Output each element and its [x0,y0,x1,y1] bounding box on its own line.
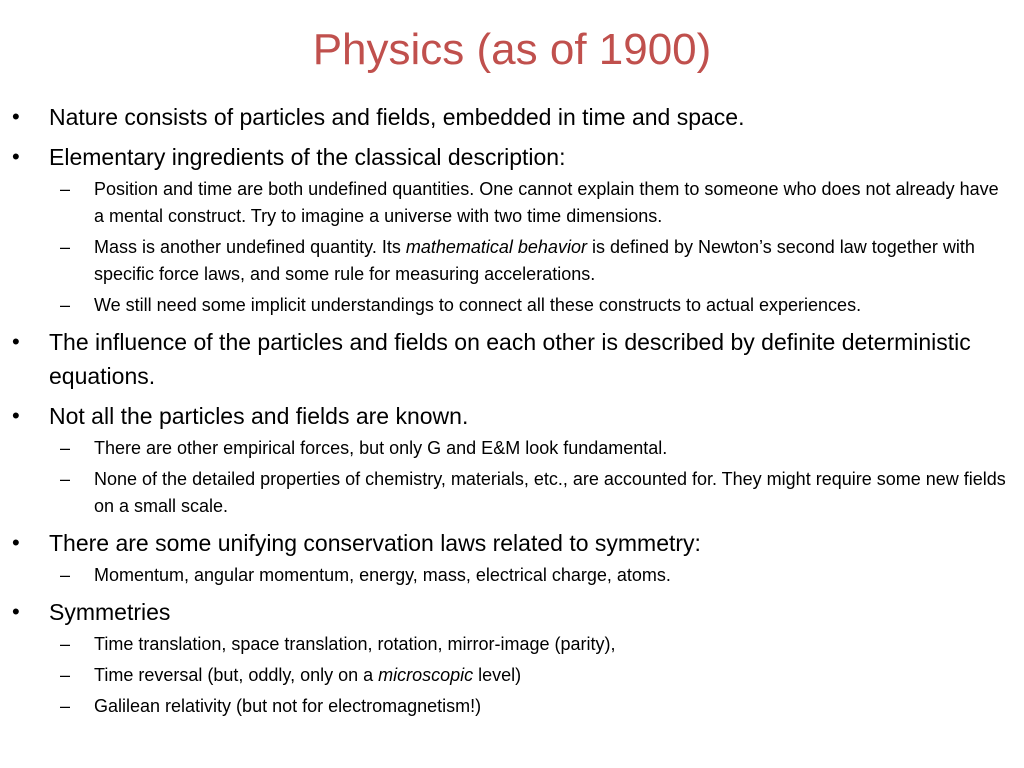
bullet-marker: • [12,599,20,624]
sub-bullet-text: Galilean relativity (but not for electromagnetism!) [94,696,482,716]
sub-bullet-item [10,562,1010,589]
bullet-item [10,526,1010,560]
bullet-item [10,399,1010,433]
bullet-text: Symmetries [49,599,171,625]
dash-marker: – [60,295,71,315]
bullet-marker: • [12,104,20,129]
bullet-item [10,140,1010,174]
slide-body [10,100,1010,720]
bullet-marker: • [12,329,20,354]
sub-bullet-item [10,662,1010,689]
dash-marker: – [60,565,71,585]
dash-marker: – [60,237,71,257]
dash-marker: – [60,469,71,489]
dash-marker: – [60,665,71,685]
bullet-text: Elementary ingredients of the classical description: [49,144,566,170]
sub-bullet-text-pre: Mass is another undefined quantity. Its [94,237,406,257]
sub-bullet-item [10,292,1010,319]
slide-title: Physics (as of 1900) [312,25,712,74]
sub-bullet-text-pre: Time reversal (but, oddly, only on a [94,665,379,685]
sub-bullet-text: None of the detailed properties of chemistry, materials, etc., are accounted for. They might require some new fields on a small scale. [94,469,1006,516]
bullet-marker: • [12,530,20,555]
bullet-text: Not all the particles and fields are known. [49,403,469,429]
sub-bullet-item [10,631,1010,658]
sub-bullet-text: Momentum, angular momentum, energy, mass, electrical charge, atoms. [94,565,671,585]
sub-bullet-item [10,176,1010,230]
sub-bullet-text: There are other empirical forces, but only G and E&M look fundamental. [94,438,668,458]
sub-bullet-text-post: is defined by Newton’s second law together with specific force laws, and some rule for measuring accelerations. [94,237,975,284]
sub-bullet-text-emphasis: mathematical behavior [405,237,587,257]
sub-bullet-text: Position and time are both undefined quantities. One cannot explain them to someone who does not already have a mental construct. Try to imagine a universe with two time dimensions. [94,179,999,226]
bullet-text: The influence of the particles and fields on each other is described by definite deterministic equations. [49,329,971,389]
bullet-item [10,100,1010,134]
bullet-marker: • [12,403,20,428]
dash-marker: – [60,438,71,458]
sub-bullet-item [10,435,1010,462]
sub-bullet-text-emphasis: microscopic [378,665,474,685]
sub-bullet-item [10,693,1010,720]
sub-bullet-text: We still need some implicit understandings to connect all these constructs to actual experiences. [94,295,862,315]
bullet-text: Nature consists of particles and fields, embedded in time and space. [49,104,745,130]
sub-bullet-text-post: level) [473,665,522,685]
bullet-text: There are some unifying conservation laws related to symmetry: [49,530,701,556]
dash-marker: – [60,696,71,716]
sub-bullet-item [10,466,1010,520]
sub-bullet-item [10,234,1010,288]
bullet-item [10,325,1010,393]
bullet-marker: • [12,144,20,169]
dash-marker: – [60,179,71,199]
bullet-item [10,595,1010,629]
sub-bullet-text: Time translation, space translation, rotation, mirror-image (parity), [94,634,616,654]
dash-marker: – [60,634,71,654]
